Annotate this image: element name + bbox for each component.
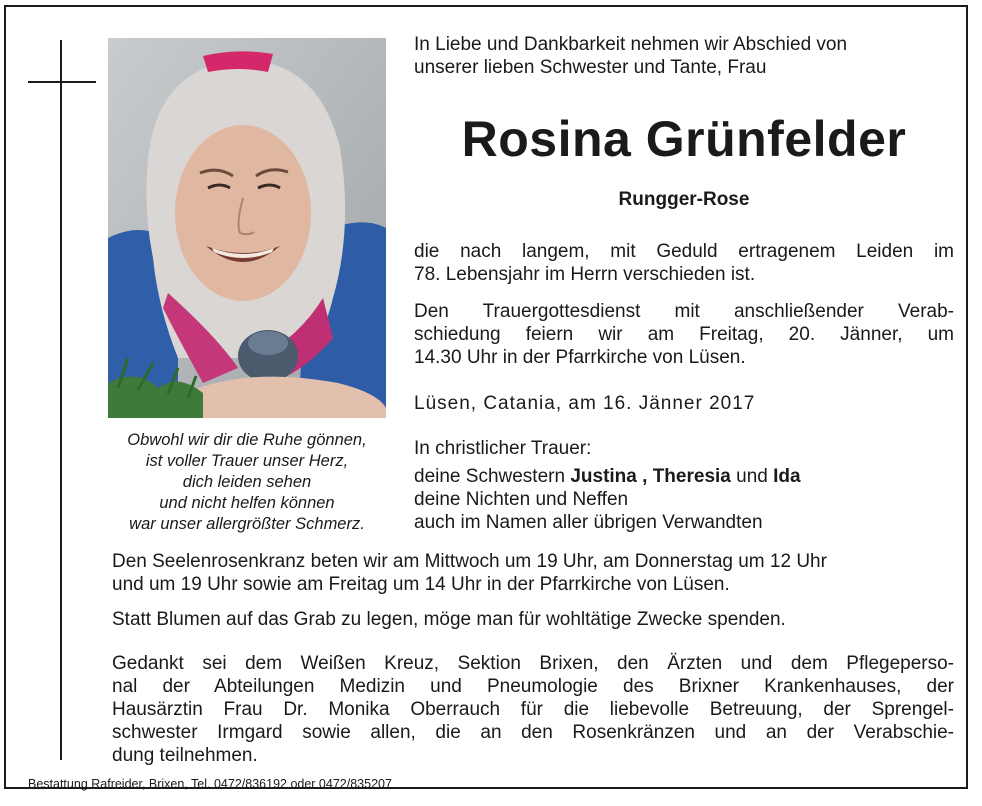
- poem-line: Obwohl wir dir die Ruhe gönnen,: [127, 431, 367, 449]
- separator: ,: [636, 466, 653, 487]
- cross-icon-bar: [28, 81, 96, 83]
- funeral-service-paragraph: [414, 300, 954, 369]
- rosary-paragraph: [112, 550, 954, 596]
- flowers-paragraph: [112, 608, 954, 631]
- poem-line: ist voller Trauer unser Herz,: [145, 452, 349, 470]
- poem-line: dich leiden sehen: [182, 473, 312, 491]
- paragraph-line: schwester Irmgard sowie allen, die an den Rosenkränzen und an der Verabschie-: [112, 722, 954, 743]
- poem-line: und nicht helfen können: [159, 494, 335, 512]
- poem-line: war unser allergrößter Schmerz.: [129, 515, 365, 533]
- paragraph-line: die nach langem, mit Geduld ertragenem Leiden im: [414, 241, 954, 262]
- sister-name: Justina: [570, 466, 637, 487]
- paragraph-line: dung teilnehmen.: [112, 745, 258, 766]
- intro-text: [414, 33, 954, 79]
- mourning-heading: In christlicher Trauer:: [414, 438, 592, 459]
- funeral-home-footer: Bestattung Rafreider, Brixen, Tel. 0472/836192 oder 0472/835207: [28, 777, 392, 791]
- sisters-prefix: deine Schwestern: [414, 466, 571, 487]
- maiden-name: Rungger-Rose: [618, 189, 750, 210]
- family-sisters: [414, 465, 954, 488]
- paragraph-line: Den Trauergottesdienst mit anschließender Verab-: [414, 301, 954, 322]
- family-list: [414, 465, 954, 534]
- place-date: Lüsen, Catania, am 16. Jänner 2017: [414, 393, 756, 414]
- paragraph-line: schiedung feiern wir am Freitag, 20. Jänner, um: [414, 324, 954, 345]
- family-line: auch im Namen aller übrigen Verwandten: [414, 512, 763, 533]
- cross-icon: [60, 40, 62, 760]
- paragraph-line: nal der Abteilungen Medizin und Pneumologie des Brixner Krankenhauses, der: [112, 676, 954, 697]
- deceased-name: Rosina Grünfelder: [461, 111, 907, 167]
- sister-name: Ida: [773, 466, 801, 487]
- paragraph-line: 78. Lebensjahr im Herrn verschieden ist.: [414, 264, 756, 285]
- intro-line: In Liebe und Dankbarkeit nehmen wir Abschied von: [414, 34, 848, 55]
- paragraph-line: Statt Blumen auf das Grab zu legen, möge man für wohltätige Zwecke spenden.: [112, 609, 786, 630]
- paragraph-line: und um 19 Uhr sowie am Freitag um 14 Uhr in der Pfarrkirche von Lüsen.: [112, 574, 730, 595]
- paragraph-line: 14.30 Uhr in der Pfarrkirche von Lüsen.: [414, 347, 746, 368]
- family-line: deine Nichten und Neffen: [414, 489, 629, 510]
- portrait-photo: [108, 38, 386, 418]
- intro-line: unserer lieben Schwester und Tante, Frau: [414, 57, 767, 78]
- poem: [100, 430, 394, 535]
- death-notice-paragraph: [414, 240, 954, 286]
- sister-name: Theresia: [652, 466, 731, 487]
- separator: und: [730, 466, 774, 487]
- paragraph-line: Gedankt sei dem Weißen Kreuz, Sektion Brixen, den Ärzten und dem Pflegeperso-: [112, 653, 954, 674]
- thanks-paragraph: [112, 652, 954, 767]
- paragraph-line: Den Seelenrosenkranz beten wir am Mittwoch um 19 Uhr, am Donnerstag um 12 Uhr: [112, 551, 827, 572]
- paragraph-line: Hausärztin Frau Dr. Monika Oberrauch für die liebevolle Betreuung, der Sprengel-: [112, 699, 954, 720]
